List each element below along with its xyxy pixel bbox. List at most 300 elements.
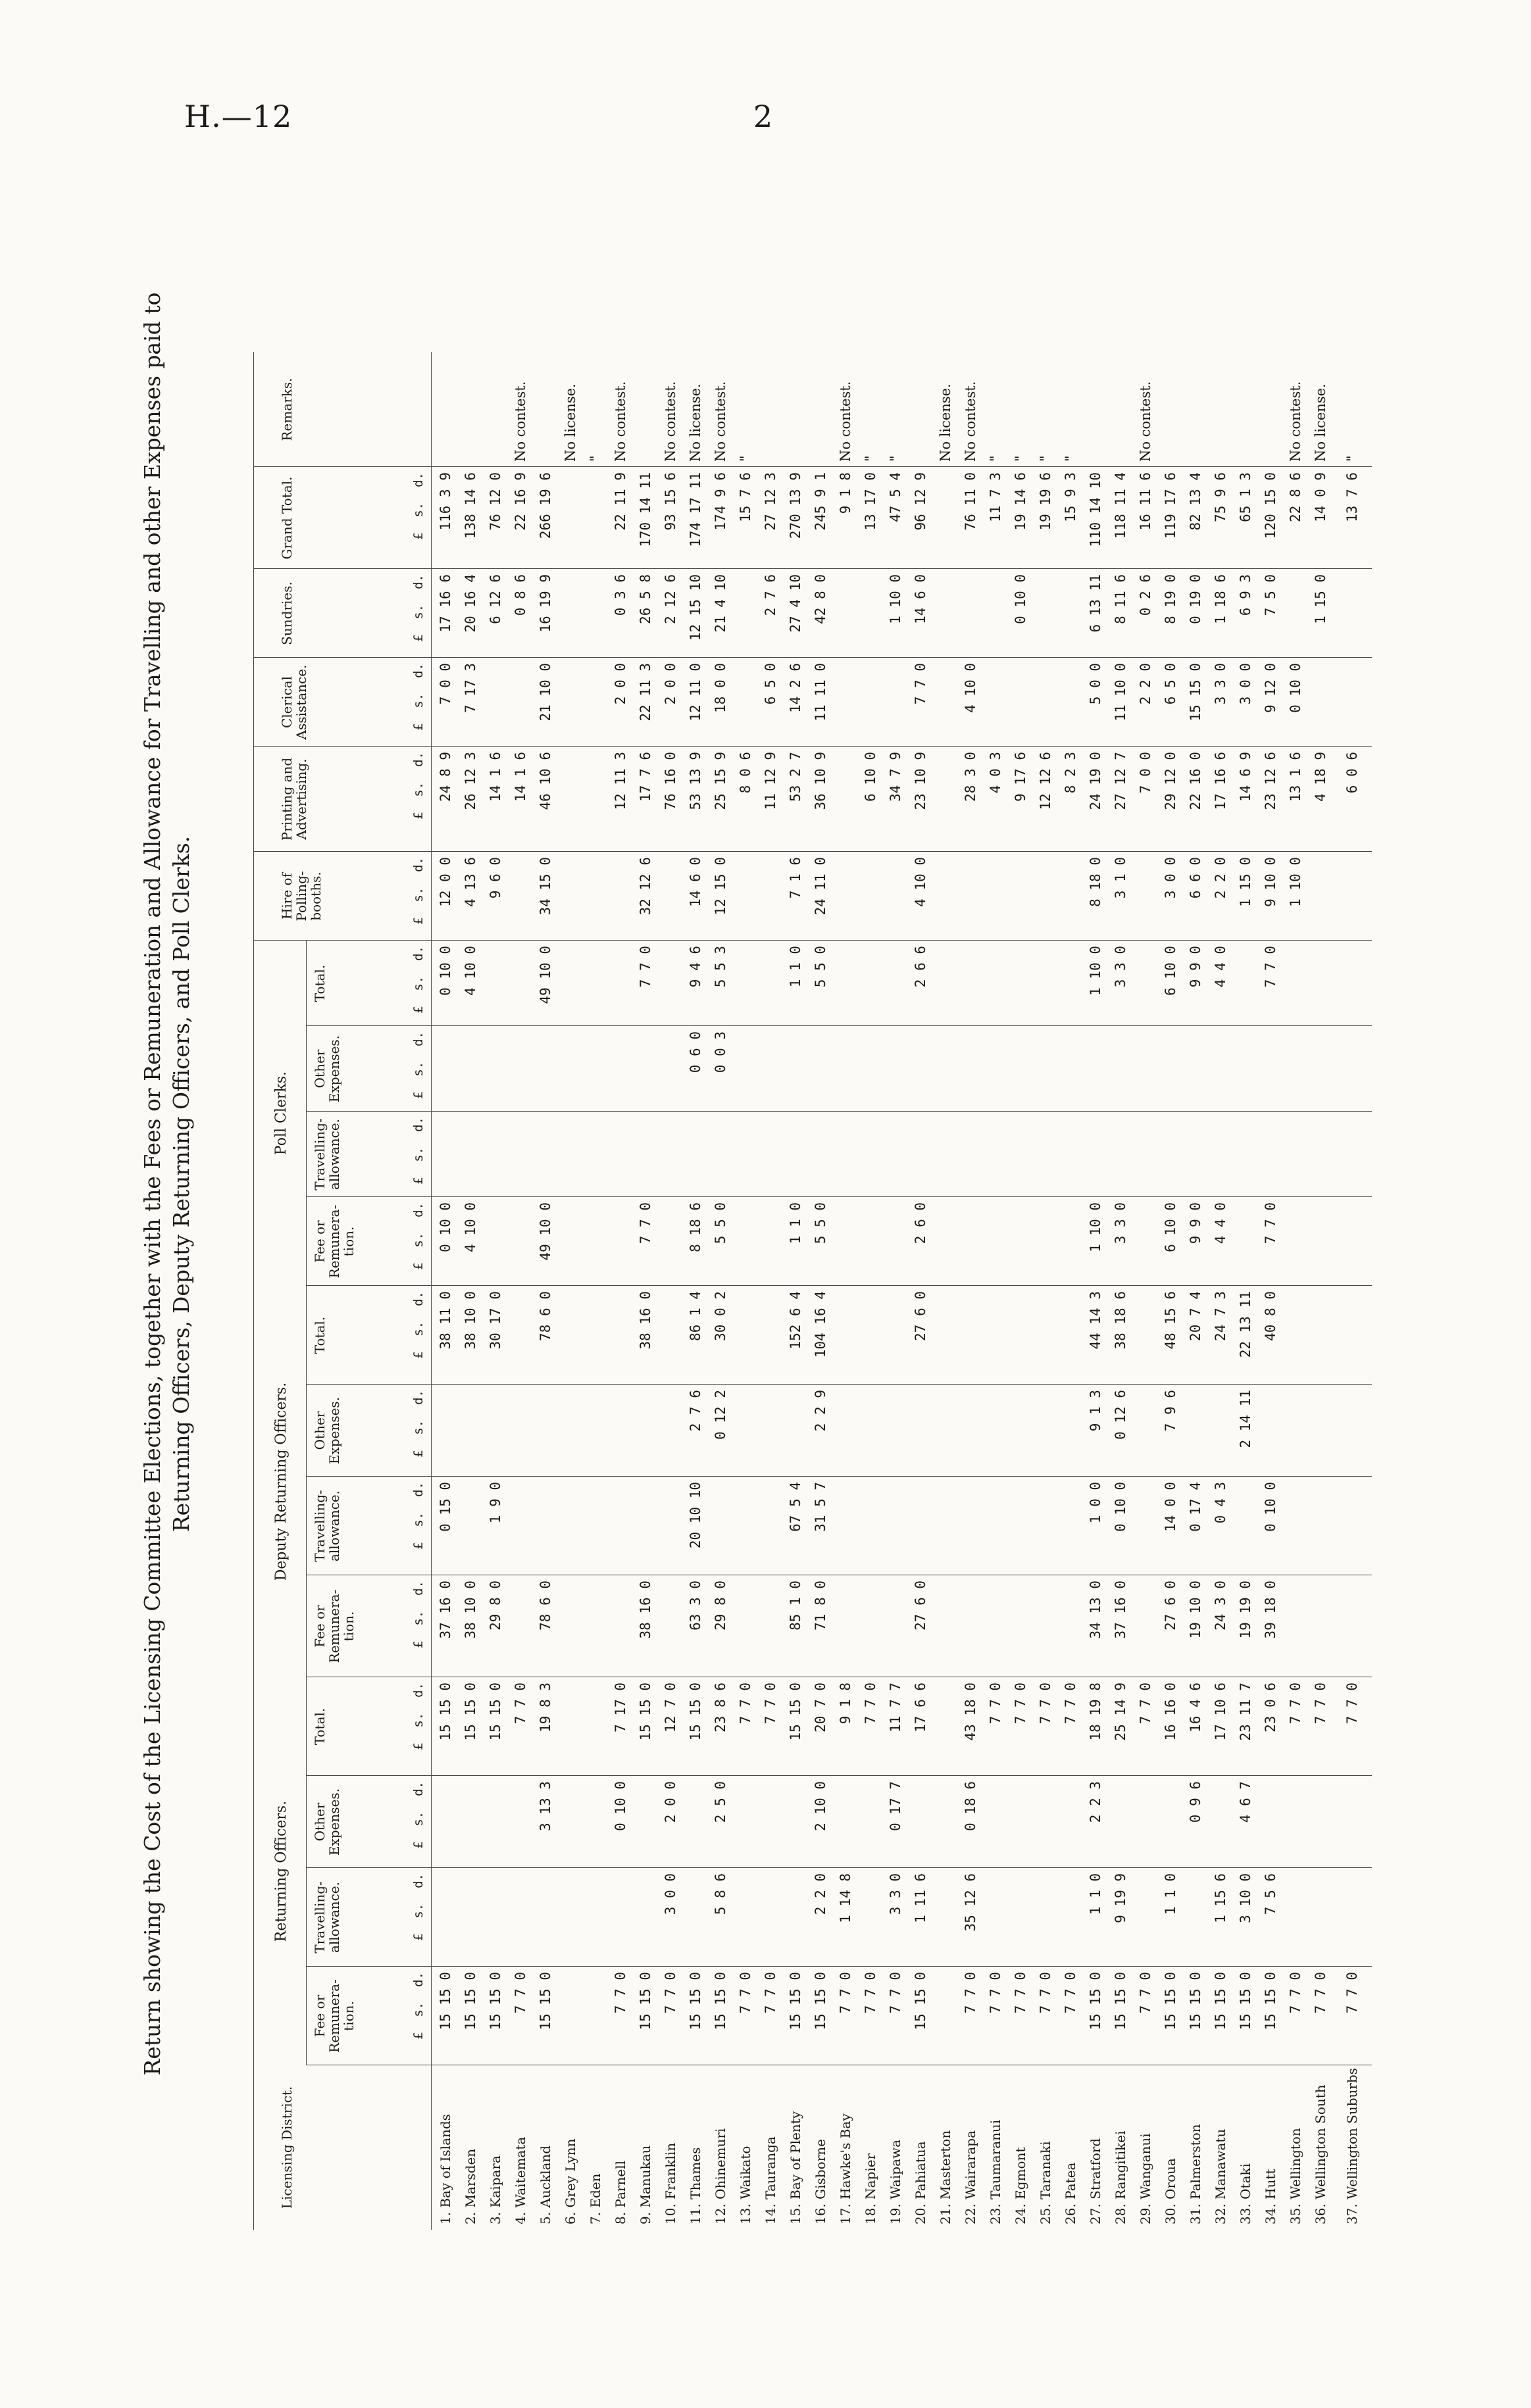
- amount-cell: 38 18 6: [1113, 1291, 1128, 1350]
- district-name: 34. Hutt: [1263, 2169, 1278, 2224]
- amount-cell: 17 16 6: [438, 574, 453, 633]
- amount-cell: 5 0 0: [1088, 663, 1103, 705]
- amount-cell: 86 1 4: [688, 1291, 703, 1341]
- amount-cell: 15 15 0: [1188, 1972, 1203, 2030]
- units-label: £ s. d.: [411, 663, 426, 731]
- amount-cell: 40 8 0: [1263, 1291, 1278, 1341]
- amount-cell: 24 7 3: [1213, 1291, 1228, 1341]
- column-header-dro_tr: Travelling-allowance.: [312, 1490, 342, 1562]
- amount-cell: 38 10 0: [463, 1581, 478, 1639]
- column-header-cler: Clerical Assistance.: [279, 664, 309, 740]
- amount-cell: 2 7 6: [763, 574, 778, 616]
- amount-cell: 4 10 0: [463, 1202, 478, 1252]
- amount-cell: 11 11 0: [813, 663, 828, 722]
- amount-cell: 9 9 0: [1188, 946, 1203, 988]
- amount-cell: 8 11 6: [1113, 574, 1128, 624]
- units-label: £ s. d.: [411, 1581, 426, 1648]
- district-name: 37. Wellington Suburbs: [1344, 2067, 1360, 2224]
- amount-cell: 0 17 7: [888, 1781, 903, 1831]
- amount-cell: 15 15 0: [438, 1683, 453, 1741]
- amount-cell: 7 7 0: [1038, 1972, 1053, 2014]
- amount-cell: 9 6 0: [488, 857, 503, 899]
- amount-cell: 8 18 0: [1088, 857, 1103, 907]
- amount-cell: 2 0 0: [663, 1781, 678, 1823]
- amount-cell: 42 8 0: [813, 574, 828, 624]
- amount-cell: 15 15 0: [488, 1972, 503, 2030]
- remark: No contest.: [838, 381, 853, 462]
- amount-cell: 7 7 0: [1344, 1972, 1360, 2014]
- amount-cell: 7 0 0: [1138, 752, 1153, 794]
- amount-cell: 65 1 3: [1238, 472, 1253, 522]
- units-label: £ s. d.: [411, 1390, 426, 1458]
- amount-cell: 7 7 0: [738, 1972, 753, 2014]
- amount-cell: 15 15 0: [688, 1683, 703, 1741]
- amount-cell: 7 7 0: [1138, 1972, 1153, 2014]
- amount-cell: 17 10 6: [1213, 1683, 1228, 1741]
- amount-cell: 4 4 0: [1213, 1202, 1228, 1244]
- amount-cell: 13 7 6: [1344, 472, 1360, 522]
- district-name: 13. Waikato: [738, 2146, 753, 2224]
- amount-cell: 7 7 0: [1313, 1683, 1328, 1725]
- amount-cell: 16 19 9: [538, 574, 553, 633]
- amount-cell: 14 6 0: [688, 857, 703, 907]
- group-header-deputy: Deputy Returning Officers.: [273, 1382, 289, 1581]
- amount-cell: 7 7 0: [638, 946, 653, 988]
- amount-cell: 9 1 8: [838, 472, 853, 514]
- remark: No contest.: [713, 381, 728, 462]
- district-name: 17. Hawke's Bay: [838, 2113, 853, 2224]
- amount-cell: 7 7 0: [1063, 1972, 1078, 2014]
- remark: ": [1344, 455, 1360, 462]
- amount-cell: 9 12 0: [1263, 663, 1278, 713]
- amount-cell: 104 16 4: [813, 1291, 828, 1358]
- remark: ": [888, 455, 903, 462]
- district-name: 4. Waitemata: [513, 2136, 528, 2224]
- units-label: £ s. d.: [411, 1873, 426, 1941]
- amount-cell: 27 12 3: [763, 472, 778, 531]
- column-header-ro_fee: Fee or Remunera-tion.: [312, 1979, 357, 2053]
- amount-cell: 11 7 7: [888, 1683, 903, 1732]
- column-header-print: Printing and Advertising.: [279, 757, 309, 841]
- district-name: 23. Taumaranui: [988, 2119, 1003, 2224]
- amount-cell: 63 3 0: [688, 1581, 703, 1631]
- district-name: 24. Egmont: [1013, 2147, 1028, 2224]
- amount-cell: 3 0 0: [1238, 663, 1253, 705]
- amount-cell: 96 12 9: [913, 472, 928, 531]
- amount-cell: 14 0 0: [1163, 1482, 1178, 1532]
- amount-cell: 4 18 9: [1313, 752, 1328, 802]
- amount-cell: 5 5 0: [813, 946, 828, 988]
- amount-cell: 0 10 0: [438, 1202, 453, 1252]
- amount-cell: 71 8 0: [813, 1581, 828, 1631]
- amount-cell: 7 7 0: [863, 1683, 878, 1725]
- amount-cell: 7 7 0: [1263, 946, 1278, 988]
- amount-cell: 35 12 6: [963, 1873, 978, 1932]
- amount-cell: 118 11 4: [1113, 472, 1128, 539]
- amount-cell: 20 7 4: [1188, 1291, 1203, 1341]
- amount-cell: 0 3 6: [613, 574, 628, 616]
- district-name: 21. Masterton: [938, 2130, 953, 2224]
- amount-cell: 15 15 0: [438, 1972, 453, 2030]
- amount-cell: 26 12 3: [463, 752, 478, 810]
- amount-cell: 18 0 0: [713, 663, 728, 713]
- amount-cell: 7 7 0: [1313, 1972, 1328, 2014]
- amount-cell: 34 7 9: [888, 752, 903, 802]
- remark: No contest.: [663, 381, 678, 462]
- amount-cell: 30 17 0: [488, 1291, 503, 1350]
- amount-cell: 16 16 0: [1163, 1683, 1178, 1741]
- amount-cell: 1 0 0: [1088, 1482, 1103, 1524]
- amount-cell: 48 15 6: [1163, 1291, 1178, 1350]
- column-header-dro_tot: Total.: [312, 1316, 328, 1354]
- remark: No license.: [688, 383, 703, 462]
- units-label: £ s. d.: [411, 1202, 426, 1270]
- amount-cell: 22 11 3: [638, 663, 653, 722]
- amount-cell: 0 10 0: [1113, 1482, 1128, 1532]
- amount-cell: 270 13 9: [788, 472, 803, 539]
- amount-cell: 120 15 0: [1263, 472, 1278, 539]
- amount-cell: 7 7 0: [513, 1972, 528, 2014]
- amount-cell: 6 10 0: [1163, 1202, 1178, 1252]
- amount-cell: 2 12 6: [663, 574, 678, 624]
- district-name: 15. Bay of Plenty: [788, 2111, 803, 2224]
- amount-cell: 15 7 6: [738, 472, 753, 522]
- title-line-2: Returning Officers, Deputy Returning Officers, and Poll Clerks.: [168, 835, 194, 1533]
- amount-cell: 27 6 0: [1163, 1581, 1178, 1631]
- amount-cell: 5 5 0: [713, 1202, 728, 1244]
- units-label: £ s. d.: [411, 1972, 426, 2040]
- amount-cell: 7 7 0: [963, 1972, 978, 2014]
- column-header-d: Licensing District.: [279, 2086, 295, 2209]
- amount-cell: 2 2 3: [1088, 1781, 1103, 1823]
- district-name: 19. Waipawa: [888, 2139, 903, 2224]
- column-rule: [306, 1196, 1372, 1197]
- amount-cell: 37 16 0: [438, 1581, 453, 1639]
- amount-cell: 22 13 11: [1238, 1291, 1253, 1358]
- amount-cell: 14 1 6: [513, 752, 528, 802]
- district-name: 33. Otaki: [1238, 2163, 1253, 2224]
- amount-cell: 152 6 4: [788, 1291, 803, 1350]
- amount-cell: 28 3 0: [963, 752, 978, 802]
- amount-cell: 76 16 0: [663, 752, 678, 810]
- amount-cell: 7 7 0: [738, 1683, 753, 1725]
- amount-cell: 22 8 6: [1288, 472, 1303, 522]
- district-name: 26. Patea: [1063, 2162, 1078, 2224]
- amount-cell: 0 17 4: [1188, 1482, 1203, 1532]
- amount-cell: 38 11 0: [438, 1291, 453, 1350]
- remark: No contest.: [1138, 381, 1153, 462]
- amount-cell: 7 7 0: [1063, 1683, 1078, 1725]
- column-rule: [306, 1111, 1372, 1112]
- amount-cell: 5 5 0: [813, 1202, 828, 1244]
- amount-cell: 1 10 0: [1088, 1202, 1103, 1252]
- units-label: £ s. d.: [411, 472, 426, 540]
- amount-cell: 11 10 0: [1113, 663, 1128, 722]
- district-name: 7. Eden: [588, 2173, 603, 2224]
- amount-cell: 266 19 6: [538, 472, 553, 539]
- amount-cell: 44 14 3: [1088, 1291, 1103, 1350]
- amount-cell: 17 6 6: [913, 1683, 928, 1732]
- amount-cell: 174 9 6: [713, 472, 728, 531]
- units-label: £ s. d.: [411, 752, 426, 820]
- amount-cell: 15 9 3: [1063, 472, 1078, 522]
- column-header-ro_oth: Other Expenses.: [312, 1788, 342, 1856]
- district-name: 14. Tauranga: [763, 2136, 778, 2224]
- amount-cell: 22 16 9: [513, 472, 528, 531]
- units-label: £ s. d.: [411, 1482, 426, 1550]
- amount-cell: 36 10 9: [813, 752, 828, 810]
- amount-cell: 39 18 0: [1263, 1581, 1278, 1639]
- remark: ": [1013, 455, 1028, 462]
- amount-cell: 1 9 0: [488, 1482, 503, 1524]
- amount-cell: 3 3 0: [1113, 1202, 1128, 1244]
- amount-cell: 8 18 6: [688, 1202, 703, 1252]
- district-name: 29. Wanganui: [1138, 2133, 1153, 2224]
- amount-cell: 21 10 0: [538, 663, 553, 722]
- amount-cell: 7 7 0: [763, 1683, 778, 1725]
- amount-cell: 1 14 8: [838, 1873, 853, 1923]
- remark: No contest.: [963, 381, 978, 462]
- amount-cell: 34 13 0: [1088, 1581, 1103, 1639]
- amount-cell: 5 8 6: [713, 1873, 728, 1915]
- column-header-pc_oth: Other Expenses.: [312, 1035, 342, 1103]
- column-rule: [306, 1867, 1372, 1868]
- amount-cell: 19 19 0: [1238, 1581, 1253, 1639]
- amount-cell: 29 12 0: [1163, 752, 1178, 810]
- remark: No license.: [1313, 383, 1328, 462]
- amount-cell: 7 9 6: [1163, 1390, 1178, 1432]
- amount-cell: 116 3 9: [438, 472, 453, 531]
- amount-cell: 7 7 0: [613, 1972, 628, 2014]
- amount-cell: 3 3 0: [888, 1873, 903, 1915]
- amount-cell: 23 8 6: [713, 1683, 728, 1732]
- amount-cell: 0 8 6: [513, 574, 528, 616]
- remark: ": [988, 455, 1003, 462]
- amount-cell: 46 10 6: [538, 752, 553, 810]
- amount-cell: 24 3 0: [1213, 1581, 1228, 1631]
- amount-cell: 2 0 0: [663, 663, 678, 705]
- remark: ": [1063, 455, 1078, 462]
- amount-cell: 7 7 0: [1263, 1202, 1278, 1244]
- amount-cell: 7 7 0: [1013, 1972, 1028, 2014]
- amount-cell: 2 2 0: [813, 1873, 828, 1915]
- amount-cell: 20 16 4: [463, 574, 478, 633]
- district-name: 3. Kaipara: [488, 2155, 503, 2224]
- amount-cell: 1 11 6: [913, 1873, 928, 1923]
- return-table: [253, 138, 1385, 2230]
- amount-cell: 4 0 3: [988, 752, 1003, 794]
- amount-cell: 2 2 9: [813, 1390, 828, 1432]
- units-label: £ s. d.: [411, 1031, 426, 1099]
- amount-cell: 6 0 6: [1344, 752, 1360, 794]
- units-label: £ s. d.: [411, 1117, 426, 1185]
- amount-cell: 0 9 6: [1188, 1781, 1203, 1823]
- amount-cell: 4 10 0: [463, 946, 478, 996]
- amount-cell: 17 7 6: [638, 752, 653, 802]
- group-rule: [306, 941, 307, 1286]
- amount-cell: 17 16 6: [1213, 752, 1228, 810]
- amount-cell: 13 1 6: [1288, 752, 1303, 802]
- amount-cell: 0 4 3: [1213, 1482, 1228, 1524]
- amount-cell: 2 6 6: [913, 946, 928, 988]
- amount-cell: 15 15 0: [463, 1683, 478, 1741]
- remark: ": [863, 455, 878, 462]
- amount-cell: 3 0 0: [1163, 857, 1178, 899]
- units-label: £ s. d.: [411, 1291, 426, 1359]
- amount-cell: 7 7 0: [1288, 1683, 1303, 1725]
- amount-cell: 0 10 0: [1013, 574, 1028, 624]
- district-name: 6. Grey Lynn: [563, 2138, 578, 2224]
- page-number: 2: [753, 99, 774, 134]
- amount-cell: 7 1 6: [788, 857, 803, 899]
- amount-cell: 19 10 0: [1188, 1581, 1203, 1639]
- amount-cell: 2 2 0: [1138, 663, 1153, 705]
- column-header-dro_oth: Other Expenses.: [312, 1396, 342, 1465]
- amount-cell: 174 17 11: [688, 472, 703, 547]
- amount-cell: 3 10 0: [1238, 1873, 1253, 1923]
- amount-cell: 47 5 4: [888, 472, 903, 522]
- amount-cell: 75 9 6: [1213, 472, 1228, 522]
- column-header-grand: Grand Total.: [279, 476, 295, 560]
- column-header-ro_tot: Total.: [312, 1708, 328, 1746]
- column-header-rem: Remarks.: [279, 378, 295, 441]
- column-header-ro_tr: Travelling-allowance.: [312, 1881, 342, 1953]
- amount-cell: 1 15 0: [1313, 574, 1328, 624]
- amount-cell: 93 15 6: [663, 472, 678, 531]
- amount-cell: 15 15 0: [788, 1972, 803, 2030]
- amount-cell: 2 6 0: [913, 1202, 928, 1244]
- amount-cell: 0 10 0: [613, 1781, 628, 1831]
- remark: ": [738, 455, 753, 462]
- amount-cell: 9 17 6: [1013, 752, 1028, 802]
- amount-cell: 11 12 9: [763, 752, 778, 810]
- amount-cell: 4 4 0: [1213, 946, 1228, 988]
- column-header-pc_tot: Total.: [312, 964, 328, 1002]
- district-name: 32. Manawatu: [1213, 2128, 1228, 2224]
- amount-cell: 15 15 0: [638, 1683, 653, 1741]
- amount-cell: 53 13 9: [688, 752, 703, 810]
- amount-cell: 27 6 0: [913, 1291, 928, 1341]
- amount-cell: 12 12 6: [1038, 752, 1053, 810]
- amount-cell: 245 9 1: [813, 472, 828, 531]
- column-header-pc_fee: Fee or Remunera-tion.: [312, 1204, 357, 1279]
- amount-cell: 2 0 0: [613, 663, 628, 705]
- amount-cell: 34 15 0: [538, 857, 553, 916]
- amount-cell: 7 7 0: [1344, 1683, 1360, 1725]
- amount-cell: 1 1 0: [788, 946, 803, 988]
- page-reference: H.—12: [184, 99, 293, 134]
- amount-cell: 12 15 0: [713, 857, 728, 916]
- amount-cell: 38 10 0: [463, 1291, 478, 1350]
- amount-cell: 49 10 0: [538, 1202, 553, 1261]
- column-header-pc_tr: Travelling-allowance.: [312, 1118, 342, 1191]
- district-name: 28. Rangitikei: [1113, 2130, 1128, 2224]
- amount-cell: 6 5 0: [763, 663, 778, 705]
- amount-cell: 0 15 0: [438, 1482, 453, 1532]
- amount-cell: 7 17 3: [463, 663, 478, 713]
- district-name: 16. Gisborne: [813, 2139, 828, 2224]
- amount-cell: 5 5 3: [713, 946, 728, 988]
- amount-cell: 2 10 0: [813, 1781, 828, 1831]
- amount-cell: 43 18 0: [963, 1683, 978, 1741]
- amount-cell: 0 10 0: [438, 946, 453, 996]
- amount-cell: 110 14 10: [1088, 472, 1103, 547]
- remark: No license.: [938, 383, 953, 462]
- amount-cell: 32 12 6: [638, 857, 653, 916]
- amount-cell: 2 7 6: [688, 1390, 703, 1432]
- amount-cell: 14 1 6: [488, 752, 503, 802]
- amount-cell: 16 4 6: [1188, 1683, 1203, 1732]
- header-rule: [431, 352, 432, 2230]
- amount-cell: 7 7 0: [763, 1972, 778, 2014]
- amount-cell: 15 15 0: [813, 1972, 828, 2030]
- amount-cell: 15 15 0: [688, 1972, 703, 2030]
- amount-cell: 85 1 0: [788, 1581, 803, 1631]
- amount-cell: 15 15 0: [1188, 663, 1203, 722]
- amount-cell: 21 4 10: [713, 574, 728, 633]
- group-rule: [306, 1286, 307, 1677]
- amount-cell: 7 7 0: [1038, 1683, 1053, 1725]
- remark: ": [1038, 455, 1053, 462]
- amount-cell: 7 7 0: [638, 1202, 653, 1244]
- amount-cell: 82 13 4: [1188, 472, 1203, 531]
- amount-cell: 7 17 0: [613, 1683, 628, 1732]
- amount-cell: 7 5 0: [1263, 574, 1278, 616]
- amount-cell: 18 19 8: [1088, 1683, 1103, 1741]
- column-rule: [253, 466, 1372, 467]
- units-label: £ s. d.: [411, 857, 426, 925]
- amount-cell: 0 6 0: [688, 1031, 703, 1073]
- amount-cell: 119 17 6: [1163, 472, 1178, 539]
- amount-cell: 29 8 0: [488, 1581, 503, 1631]
- units-label: £ s. d.: [411, 574, 426, 642]
- amount-cell: 30 0 2: [713, 1291, 728, 1341]
- amount-cell: 24 19 0: [1088, 752, 1103, 810]
- amount-cell: 4 10 0: [913, 857, 928, 907]
- amount-cell: 7 7 0: [1138, 1683, 1153, 1725]
- amount-cell: 6 9 3: [1238, 574, 1253, 616]
- amount-cell: 15 15 0: [488, 1683, 503, 1741]
- amount-cell: 25 15 9: [713, 752, 728, 810]
- amount-cell: 6 5 0: [1163, 663, 1178, 705]
- district-name: 12. Ohinemuri: [713, 2128, 728, 2224]
- column-header-sund: Sundries.: [279, 581, 295, 645]
- amount-cell: 14 2 6: [788, 663, 803, 713]
- amount-cell: 6 13 11: [1088, 574, 1103, 633]
- amount-cell: 7 5 6: [1263, 1873, 1278, 1915]
- amount-cell: 78 6 0: [538, 1291, 553, 1341]
- amount-cell: 7 7 0: [1288, 1972, 1303, 2014]
- amount-cell: 1 10 0: [888, 574, 903, 624]
- amount-cell: 3 1 0: [1113, 857, 1128, 899]
- amount-cell: 9 1 8: [838, 1683, 853, 1725]
- amount-cell: 15 15 0: [713, 1972, 728, 2030]
- amount-cell: 19 14 6: [1013, 472, 1028, 531]
- remark: No contest.: [513, 381, 528, 462]
- amount-cell: 4 10 0: [963, 663, 978, 713]
- amount-cell: 15 15 0: [1238, 1972, 1253, 2030]
- district-name: 11. Thames: [688, 2147, 703, 2224]
- units-label: £ s. d.: [411, 1781, 426, 1849]
- amount-cell: 2 14 11: [1238, 1390, 1253, 1448]
- amount-cell: 16 11 6: [1138, 472, 1153, 531]
- amount-cell: 3 13 3: [538, 1781, 553, 1831]
- amount-cell: 15 15 0: [538, 1972, 553, 2030]
- district-name: 10. Franklin: [663, 2142, 678, 2224]
- title-line-1: Return showing the Cost of the Licensing Committee Elections, together with the Fees or Remuneration and Allowance for Travelling and other Expenses paid to: [139, 292, 165, 2076]
- amount-cell: 7 7 0: [838, 1972, 853, 2014]
- amount-cell: 1 15 0: [1238, 857, 1253, 907]
